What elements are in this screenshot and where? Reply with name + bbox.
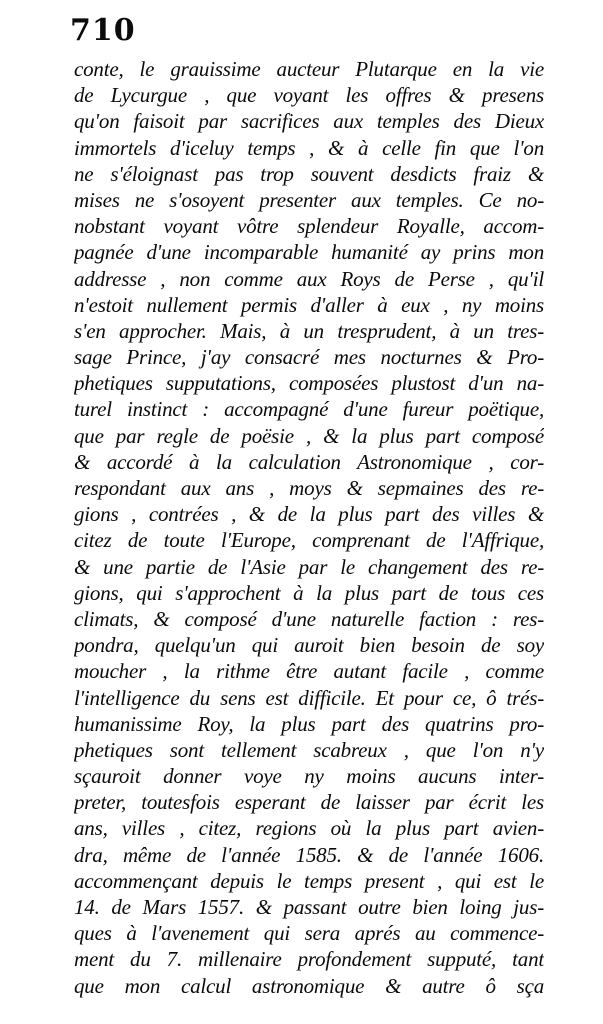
text-line: dra, même de l'année 1585. & de l'année 1606. (74, 842, 544, 867)
text-line: qu'on faisoit par sacrifices aux temples des Dieux (74, 109, 544, 134)
text-line: ne s'éloignast pas trop souvent desdicts fraiz & (74, 161, 544, 186)
text-line: que par regle de poësie , & la plus part composé (74, 423, 544, 448)
page-number: 710 (70, 13, 136, 48)
text-line: moucher , la rithme être autant facile , comme (74, 659, 544, 684)
text-line: & une partie de l'Asie par le changement des re- (74, 554, 544, 579)
text-line: n'estoit nullement permis d'aller à eux , ny moins (74, 292, 544, 317)
text-line: nobstant voyant vôtre splendeur Royalle, accom- (74, 214, 544, 239)
text-line: gions , contrées , & de la plus part des villes & (74, 502, 544, 527)
text-line: citez de toute l'Europe, comprenant de l'Affrique, (74, 528, 544, 553)
text-line: mises ne s'osoyent presenter aux temples. Ce no- (74, 187, 544, 212)
text-line: & accordé à la calculation Astronomique , cor- (74, 449, 544, 474)
text-line: gions, qui s'approchent à la plus part de tous ces (74, 580, 544, 605)
text-line: s'en approcher. Mais, à un tresprudent, à un tres- (74, 318, 544, 343)
text-line: preter, toutesfois esperant de laisser par écrit les (74, 790, 544, 815)
text-line: climats, & composé d'une naturelle faction : res- (74, 606, 544, 631)
text-line: pondra, quelqu'un qui auroit bien besoin de soy (74, 633, 544, 658)
text-line: ques à l'avenement qui sera aprés au commence- (74, 921, 544, 946)
text-line: turel instinct : accompagné d'une fureur poëtique, (74, 397, 544, 422)
text-line: ment du 7. millenaire profondement supputé, tant (74, 947, 544, 972)
body-text (74, 56, 544, 999)
text-line: respondant aux ans , moys & sepmaines des re- (74, 476, 544, 500)
text-line: phetiques supputations, composées plustost d'un na- (74, 371, 544, 396)
text-line: humanissime Roy, la plus part des quatrins pro- (74, 711, 544, 736)
text-line: 14. de Mars 1557. & passant outre bien loing jus- (74, 895, 544, 919)
text-line: addresse , non comme aux Roys de Perse , qu'il (74, 266, 544, 291)
text-line: immortels d'iceluy temps , & à celle fin que l'on (74, 135, 544, 160)
text-line: l'intelligence du sens est difficile. Et pour ce, ô trés- (74, 685, 544, 710)
text-line: que mon calcul astronomique & autre ô sça (74, 973, 544, 998)
text-line: pagnée d'une incomparable humanité ay prins mon (74, 240, 544, 265)
text-line: de Lycurgue , que voyant les offres & presens (74, 83, 544, 108)
text-line: sçauroit donner voye ny moins aucuns inter- (74, 764, 544, 789)
text-line: phetiques sont tellement scabreux , que l'on n'y (74, 737, 544, 762)
text-line: accommençant depuis le temps present , qui est le (74, 868, 544, 893)
text-line: sage Prince, j'ay consacré mes nocturnes & Pro- (74, 345, 544, 370)
text-line: conte, le grauissime aucteur Plutarque en la vie (74, 57, 544, 81)
text-line: ans, villes , citez, regions où la plus part avien- (74, 816, 544, 841)
